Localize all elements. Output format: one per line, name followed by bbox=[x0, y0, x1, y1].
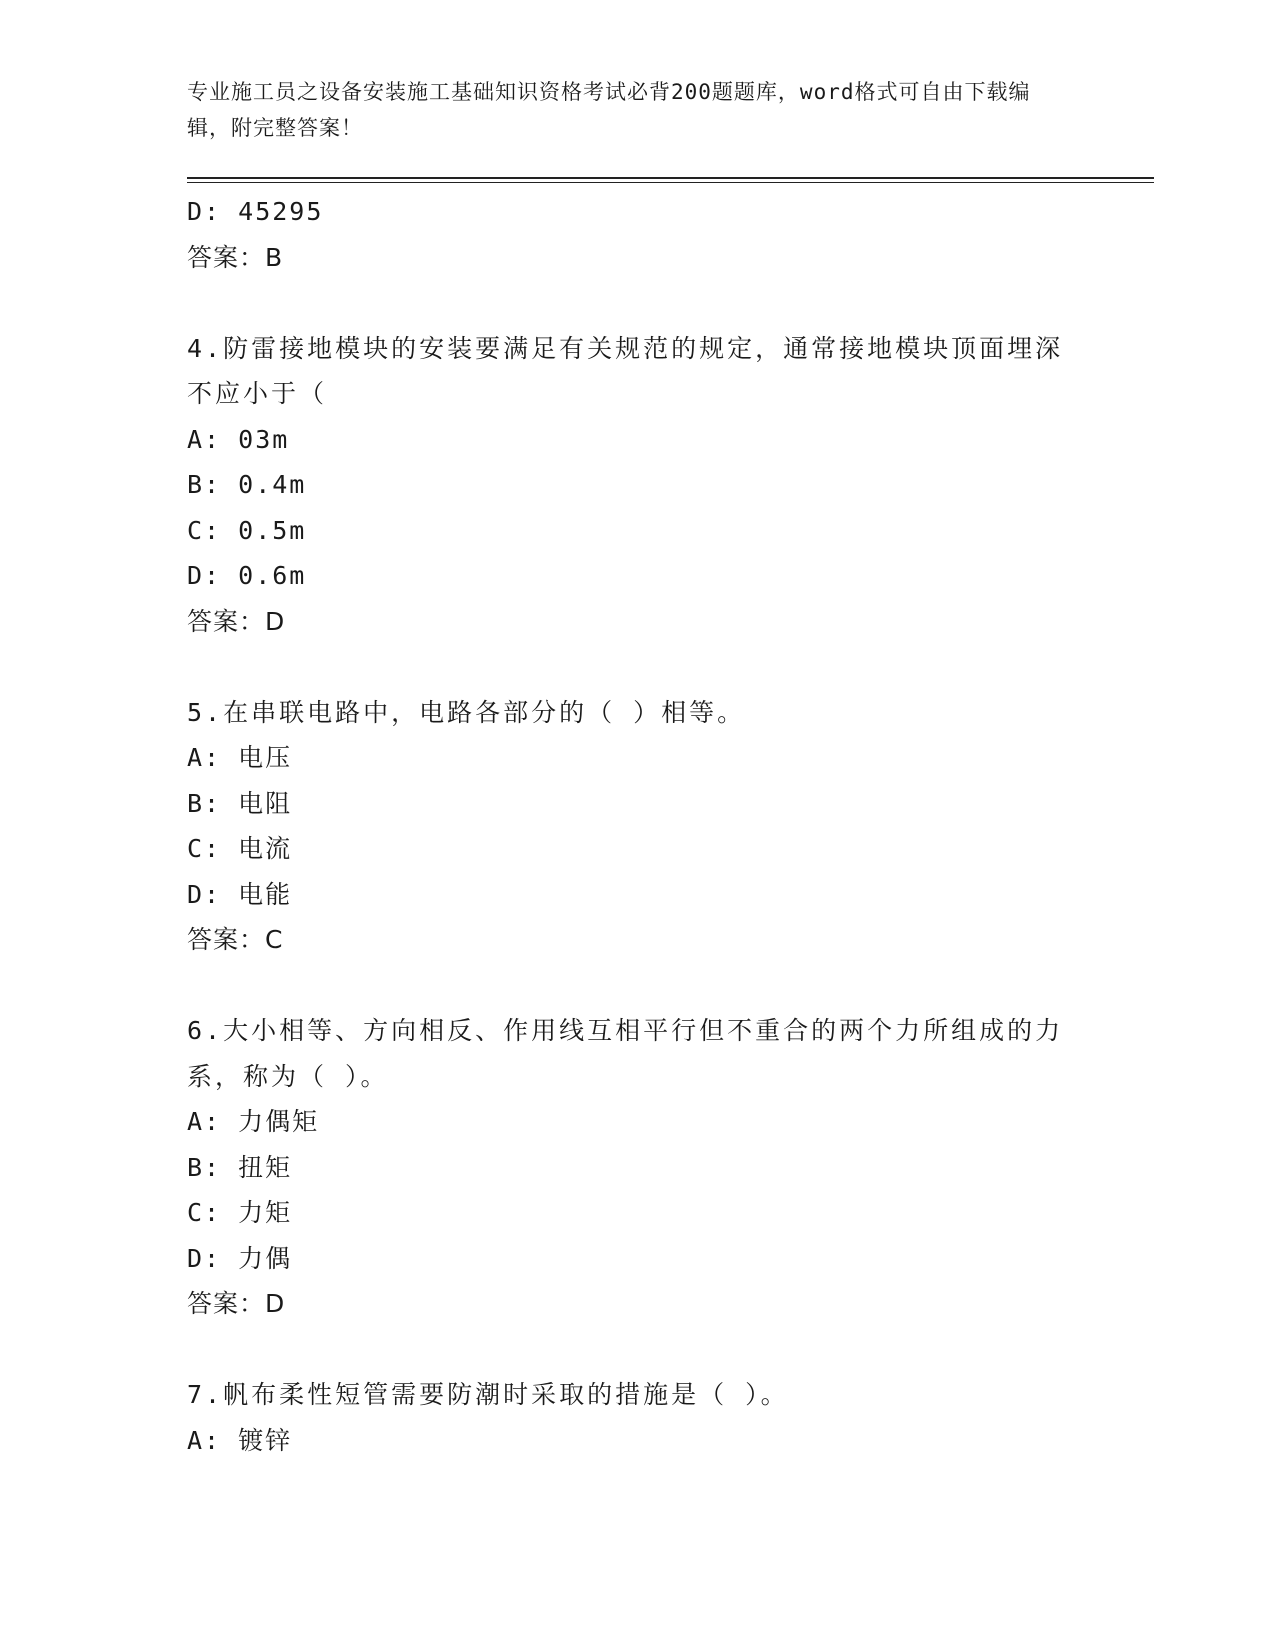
answer-line: 答案：B bbox=[187, 242, 284, 272]
option-d: D: 电能 bbox=[187, 879, 293, 909]
answer-line: 答案：D bbox=[187, 1289, 286, 1318]
question-block-4 bbox=[187, 326, 1067, 645]
answer-line: 答案：C bbox=[187, 925, 284, 954]
question-block-5 bbox=[187, 690, 1067, 963]
option-d: D: 0.6m bbox=[187, 561, 307, 590]
page-header: 专业施工员之设备安装施工基础知识资格考试必背200题题库，word格式可自由下载编辑，附完整答案！ bbox=[187, 80, 1031, 140]
option-a: A: 03m bbox=[187, 424, 290, 454]
question-text: 7.帆布柔性短管需要防潮时采取的措施是（ ）。 bbox=[187, 1380, 789, 1409]
option-d: D: 45295 bbox=[187, 197, 324, 226]
option-c: C: 力矩 bbox=[187, 1198, 293, 1227]
option-c: C: 电流 bbox=[187, 834, 293, 863]
question-text: 4.防雷接地模块的安装要满足有关规范的规定，通常接地模块顶面埋深不应小于（ bbox=[187, 333, 1064, 408]
option-c: C: 0.5m bbox=[187, 515, 307, 545]
option-a: A: 力偶矩 bbox=[187, 1107, 320, 1136]
header-rule-thick bbox=[187, 177, 1154, 179]
question-text: 5.在串联电路中，电路各部分的（ ）相等。 bbox=[187, 697, 746, 727]
option-d: D: 力偶 bbox=[187, 1243, 293, 1273]
option-a: A: 镀锌 bbox=[187, 1425, 293, 1455]
header-rule-thin bbox=[187, 182, 1154, 183]
option-b: B: 0.4m bbox=[187, 470, 307, 499]
answer-line: 答案：D bbox=[187, 606, 286, 636]
question-block-7 bbox=[187, 1372, 1067, 1463]
question-text: 6.大小相等、方向相反、作用线互相平行但不重合的两个力所组成的力系，称为（ ）。 bbox=[187, 1016, 1064, 1091]
option-b: B: 扭矩 bbox=[187, 1152, 293, 1182]
option-b: B: 电阻 bbox=[187, 788, 293, 818]
question-content bbox=[187, 189, 1067, 1463]
option-a: A: 电压 bbox=[187, 743, 293, 772]
question-block-6 bbox=[187, 1008, 1067, 1327]
